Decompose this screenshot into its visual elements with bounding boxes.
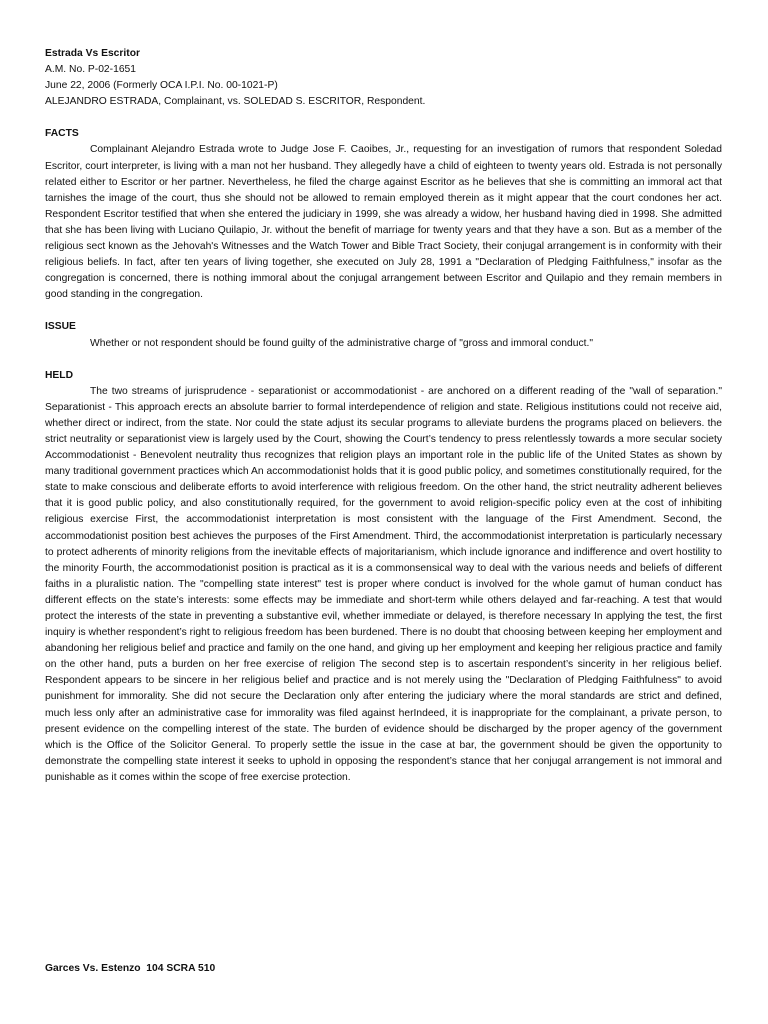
document-page: [45, 46, 722, 786]
next-case-title: Garces Vs. Estenzo 104 SCRA 510: [45, 963, 216, 974]
case-date: June 22, 2006 (Formerly OCA I.P.I. No. 00-1021-P): [45, 80, 278, 92]
facts-heading: FACTS: [45, 128, 79, 140]
case-parties: ALEJANDRO ESTRADA, Complainant, vs. SOLEDAD S. ESCRITOR, Respondent.: [45, 96, 426, 108]
held-heading: HELD: [45, 369, 74, 381]
issue-paragraph: Whether or not respondent should be found guilty of the administrative charge of "gross and immoral conduct.": [90, 337, 593, 349]
case-title: Estrada Vs Escritor: [45, 48, 141, 59]
held-paragraph: The two streams of jurisprudence - separationist or accommodationist - are anchored on a different reading of the "wall of separation." Separationist - This approach erects an absolute barrier to formal interdependence of religion and state. Religious institutions could not receive aid, whether direct or indirect, from the state. Nor could the state adjust its secular programs to alleviate burdens the programs placed on believers. the strict neutrality or separationist view is largely used by the Court, showing the Court’s tendency to press relentlessly towards a more secular society Accommodationist - Benevolent neutrality thus recognizes that religion plays an important role in the public life of the United States as shown by many traditional government practices which An accommodationist holds that it is good public policy, and sometimes constitutionally required, for the state to make conscious and deliberate efforts to avoid interference with religious freedom. On the other hand, the strict neutrality adherent believes that it is good public policy, and also constitutionally required, for the government to avoid religion-specific policy even at the cost of inhibiting religious exercise First, the accommodationist interpretation is most consistent with the language of the First Amendment. Second, the accommodationist position best achieves the purposes of the First Amendment. Third, the accommodationist interpretation is particularly necessary to protect adherents of minority religions from the inevitable effects of majoritarianism, which include ignorance and indifference and overt hostility to the minority Fourth, the accommodationist position is practical as it is a commonsensical way to deal with the various needs and beliefs of different faiths in a pluralistic nation. The "compelling state interest" test is proper where conduct is involved for the whole gamut of human conduct has different effects on the state’s interests: some effects may be immediate and short-term while others delayed and far-reaching. A test that would protect the interests of the state in preventing a substantive evil, whether immediate or delayed, is therefore necessary In applying the test, the first inquiry is whether respondent’s right to religious freedom has been burdened. There is no doubt that choosing between keeping her employment and abandoning her religious belief and practice and family on the one hand, and giving up her employment and keeping her religious practice and family on the other hand, puts a burden on her free exercise of religion The second step is to ascertain respondent’s sincerity in her religious belief. Respondent appears to be sincere in her religious belief and practice and is not merely using the "Declaration of Pledging Faithfulness" to avoid punishment for immorality. She did not secure the Declaration only after entering the judiciary where the moral standards are strict and defined, much less only after an administrative case for immorality was filed against herIndeed, it is inappropriate for the complainant, a private person, to present evidence on the compelling interest of the state. The burden of evidence should be discharged by the proper agency of the government which is the Office of the Solicitor General. To properly settle the issue in the case at bar, the government should be given the opportunity to demonstrate the compelling state interest it seeks to uphold in opposing the respondent’s stance that her conjugal arrangement is not immoral and punishable as it comes within the scope of free exercise protection.: [45, 385, 722, 783]
case-number: A.M. No. P-02-1651: [45, 64, 136, 76]
facts-paragraph: Complainant Alejandro Estrada wrote to Judge Jose F. Caoibes, Jr., requesting for an investigation of rumors that respondent Soledad Escritor, court interpreter, is living with a man not her husband. They allegedly have a child of eighteen to twenty years old. Estrada is not personally related either to Escritor or her partner. Nevertheless, he filed the charge against Escritor as he believes that she is committing an immoral act that tarnishes the image of the court, thus she should not be allowed to remain employed therein as it might appear that the court condones her act. Respondent Escritor testified that when she entered the judiciary in 1999, she was already a widow, her husband having died in 1998. She admitted that she has been living with Luciano Quilapio, Jr. without the benefit of marriage for twenty years and that they have a son. But as a member of the religious sect known as the Jehovah's Witnesses and the Watch Tower and Bible Tract Society, their conjugal arrangement is in conformity with their religious beliefs. In fact, after ten years of living together, she executed on July 28, 1991 a "Declaration of Pledging Faithfulness," insofar as the congregation is concerned, there is nothing immoral about the conjugal arrangement between Escritor and Quilapio and they remain members in good standing in the congregation.: [45, 144, 722, 301]
issue-heading: ISSUE: [45, 321, 76, 333]
